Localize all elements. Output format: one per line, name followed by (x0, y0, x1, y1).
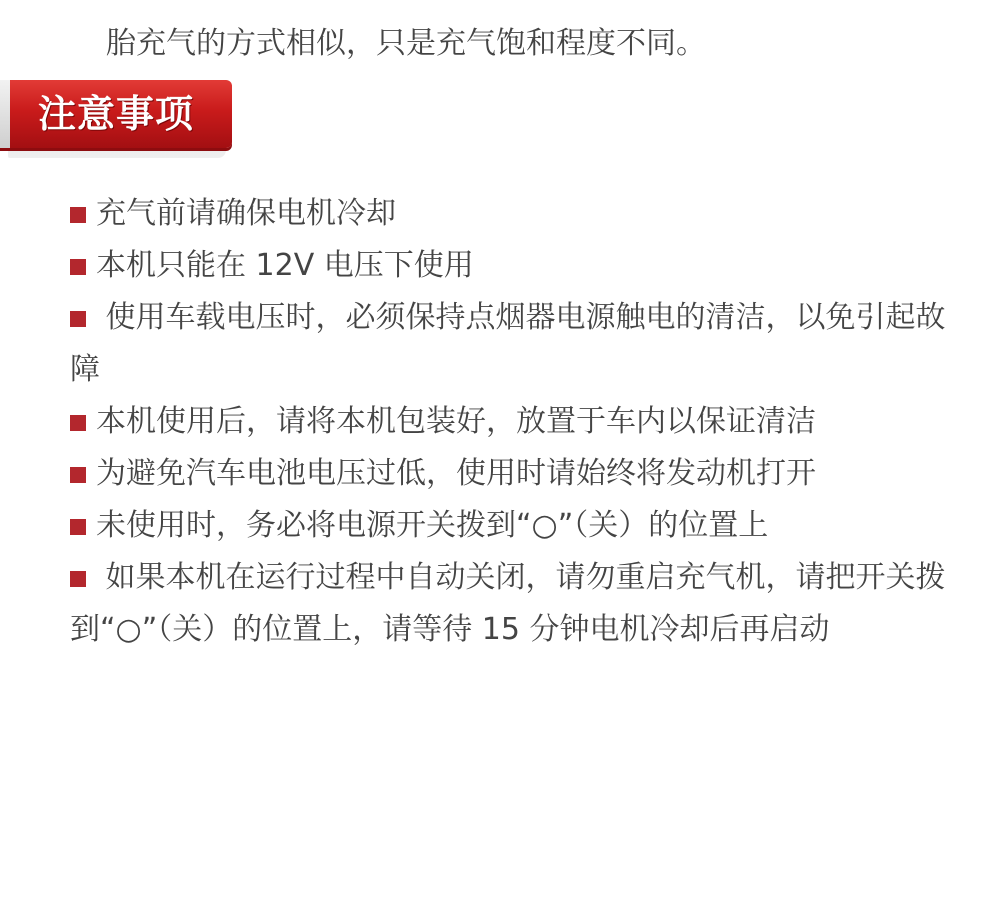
note-text: 使用车载电压时，必须保持点烟器电源触电的清洁，以免引起故障 (70, 300, 946, 387)
previous-section-fragment (0, 0, 1000, 70)
list-item (70, 500, 950, 552)
list-item (70, 292, 950, 396)
list-item (70, 448, 950, 500)
text-line: 胎充气的方式相似，只是充气饱和程度不同。 (106, 26, 706, 61)
section-title: 注意事项 (38, 92, 195, 136)
square-bullet-icon (70, 519, 86, 535)
square-bullet-icon (70, 467, 86, 483)
note-text: 本机使用后，请将本机包装好，放置于车内以保证清洁 (96, 404, 816, 439)
partial-text-line (106, 0, 826, 4)
square-bullet-icon (70, 259, 86, 275)
note-text: 为避免汽车电池电压过低，使用时请始终将发动机打开 (96, 456, 816, 491)
list-item (70, 552, 950, 656)
note-text: 如果本机在运行过程中自动关闭，请勿重启充气机，请把开关拨到“○”（关）的位置上，请等待 15 分钟电机冷却后再启动 (70, 560, 946, 647)
square-bullet-icon (70, 571, 86, 587)
list-item (70, 240, 950, 292)
note-text: 未使用时，务必将电源开关拨到“○”（关）的位置上 (96, 508, 769, 543)
notes-list (70, 188, 950, 656)
square-bullet-icon (70, 311, 86, 327)
banner-body (0, 80, 232, 148)
note-text: 充气前请确保电机冷却 (96, 196, 396, 231)
banner-left-bar (0, 80, 10, 148)
note-text: 本机只能在 12V 电压下使用 (96, 248, 474, 283)
list-item (70, 396, 950, 448)
section-banner (0, 80, 232, 152)
square-bullet-icon (70, 207, 86, 223)
square-bullet-icon (70, 415, 86, 431)
list-item (70, 188, 950, 240)
